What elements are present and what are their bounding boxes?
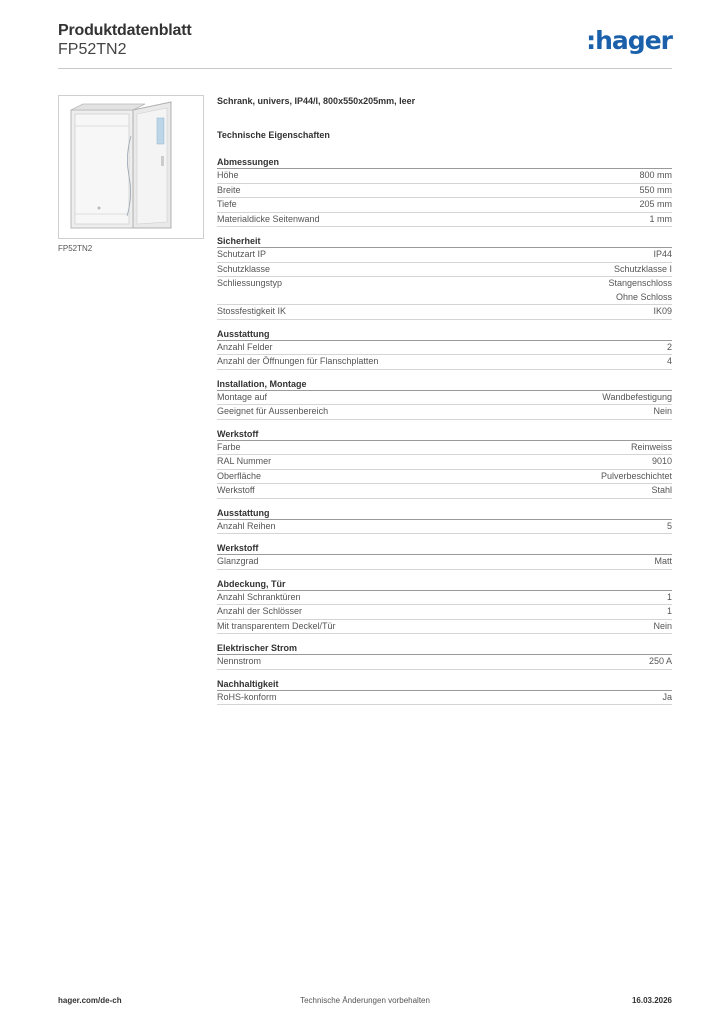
spec-label: Stossfestigkeit IK: [217, 306, 287, 316]
spec-value: [653, 620, 672, 634]
spec-row: [217, 248, 672, 263]
section-title: Nachhaltigkeit: [217, 678, 672, 691]
spec-value: [667, 520, 672, 534]
spec-label: Montage auf: [217, 391, 268, 402]
spec-row: [217, 169, 672, 184]
spec-row: [217, 213, 672, 228]
section-title: Sicherheit: [217, 235, 672, 248]
spec-value: [631, 441, 672, 455]
spec-row: [217, 620, 672, 635]
spec-value: [601, 470, 672, 484]
spec-value-line: 1: [666, 591, 672, 602]
footer-disclaimer: Technische Änderungen vorbehalten: [300, 996, 430, 1005]
spec-value-line: IK09: [653, 306, 672, 316]
spec-section: [217, 542, 672, 570]
spec-value-line: 1 mm: [649, 213, 672, 224]
spec-value-line: Wandbefestigung: [602, 391, 672, 402]
spec-row: [217, 441, 672, 456]
hager-logo: :hager: [586, 26, 672, 55]
spec-value: [667, 605, 672, 619]
spec-value-line: 800 mm: [639, 170, 672, 180]
spec-value-line: Nein: [653, 620, 672, 631]
spec-value: [649, 655, 672, 669]
page-header: [58, 20, 672, 69]
spec-section: [217, 156, 672, 227]
spec-label: Geeignet für Aussenbereich: [217, 406, 329, 416]
spec-value-line: 1: [666, 606, 672, 616]
section-title: Abdeckung, Tür: [217, 578, 672, 591]
product-code: FP52TN2: [58, 41, 127, 58]
spec-value-line: 4: [666, 356, 672, 366]
spec-label: RAL Nummer: [217, 456, 272, 466]
spec-value: [667, 591, 672, 605]
spec-row: [217, 198, 672, 213]
spec-value-line: Schutzklasse I: [613, 263, 672, 274]
tech-properties-heading: Technische Eigenschaften: [217, 130, 330, 140]
spec-label: Tiefe: [217, 199, 237, 209]
spec-value-line: Stangenschloss: [608, 278, 672, 288]
spec-label: RoHS-konform: [217, 691, 277, 702]
spec-value: [639, 198, 672, 212]
page-title: Produktdatenblatt: [58, 22, 192, 39]
spec-label: Breite: [217, 184, 241, 195]
spec-value: [667, 355, 672, 369]
spec-value-line: 205 mm: [639, 199, 672, 209]
spec-value-line: 250 A: [648, 656, 672, 666]
section-title: Werkstoff: [217, 428, 672, 441]
footer-website: hager.com/de-ch: [58, 996, 122, 1005]
spec-section: [217, 578, 672, 635]
spec-row: [217, 263, 672, 278]
spec-label: Mit transparentem Deckel/Tür: [217, 620, 336, 631]
spec-row: [217, 605, 672, 620]
spec-value: [651, 484, 672, 498]
section-title: Elektrischer Strom: [217, 642, 672, 655]
spec-row: [217, 691, 672, 706]
spec-value-line: IP44: [653, 249, 672, 259]
spec-label: Nennstrom: [217, 656, 262, 666]
spec-section: [217, 328, 672, 370]
footer-date: 16.03.2026: [631, 996, 672, 1005]
spec-content: [217, 96, 672, 705]
spec-row: [217, 391, 672, 406]
spec-label: Schliessungstyp: [217, 278, 283, 288]
spec-label: Materialdicke Seitenwand: [217, 213, 320, 224]
spec-section: [217, 507, 672, 535]
spec-label: Anzahl Reihen: [217, 520, 276, 531]
product-description: Schrank, univers, IP44/I, 800x550x205mm, leer: [217, 96, 416, 106]
spec-value-line: 5: [666, 520, 672, 531]
spec-section: [217, 235, 672, 320]
spec-value-line: Matt: [654, 556, 672, 566]
spec-label: Anzahl Felder: [217, 341, 273, 352]
spec-section: [217, 642, 672, 670]
spec-value: [652, 455, 672, 469]
spec-value: [653, 248, 672, 262]
spec-row: [217, 555, 672, 570]
spec-value-line: Ja: [662, 691, 672, 702]
spec-label: Anzahl der Öffnungen für Flanschplatten: [217, 356, 379, 366]
spec-label: Schutzart IP: [217, 249, 267, 259]
spec-value-line: 2: [666, 341, 672, 352]
spec-row: [217, 341, 672, 356]
image-caption: FP52TN2: [58, 244, 93, 253]
spec-value: [662, 691, 672, 705]
spec-sections: [217, 156, 672, 705]
spec-value: [653, 405, 672, 419]
spec-value: [608, 277, 672, 304]
spec-value-line: Ohne Schloss: [615, 291, 672, 302]
spec-row: [217, 470, 672, 485]
spec-value-line: 9010: [651, 456, 672, 466]
section-title: Installation, Montage: [217, 378, 672, 391]
spec-value: [602, 391, 672, 405]
spec-value-line: Reinweiss: [630, 441, 672, 452]
section-title: Werkstoff: [217, 542, 672, 555]
spec-row: [217, 591, 672, 606]
spec-row: [217, 277, 672, 305]
spec-row: [217, 455, 672, 470]
section-title: Abmessungen: [217, 156, 672, 169]
cabinet-illustration: [59, 96, 203, 238]
spec-label: Anzahl Schranktüren: [217, 591, 301, 602]
spec-value: [614, 263, 672, 277]
spec-label: Farbe: [217, 441, 241, 452]
spec-value: [639, 169, 672, 183]
product-image: [58, 95, 204, 239]
spec-value-line: 550 mm: [639, 184, 672, 195]
spec-row: [217, 184, 672, 199]
spec-label: Werkstoff: [217, 485, 255, 495]
spec-row: [217, 655, 672, 670]
spec-section: [217, 378, 672, 420]
spec-row: [217, 405, 672, 420]
spec-value: [650, 213, 673, 227]
spec-section: [217, 678, 672, 706]
spec-value-line: Nein: [653, 406, 672, 416]
spec-label: Oberfläche: [217, 470, 262, 481]
spec-value: [653, 305, 672, 319]
section-title: Ausstattung: [217, 507, 672, 520]
spec-row: [217, 520, 672, 535]
spec-label: Schutzklasse: [217, 263, 271, 274]
spec-row: [217, 305, 672, 320]
spec-value: [654, 555, 672, 569]
spec-value-line: Stahl: [651, 485, 672, 495]
spec-label: Glanzgrad: [217, 556, 259, 566]
spec-value: [667, 341, 672, 355]
spec-value: [639, 184, 672, 198]
section-title: Ausstattung: [217, 328, 672, 341]
spec-section: [217, 428, 672, 499]
spec-value-line: Pulverbeschichtet: [600, 470, 672, 481]
spec-label: Höhe: [217, 170, 239, 180]
spec-label: Anzahl der Schlösser: [217, 606, 303, 616]
spec-row: [217, 484, 672, 499]
spec-row: [217, 355, 672, 370]
